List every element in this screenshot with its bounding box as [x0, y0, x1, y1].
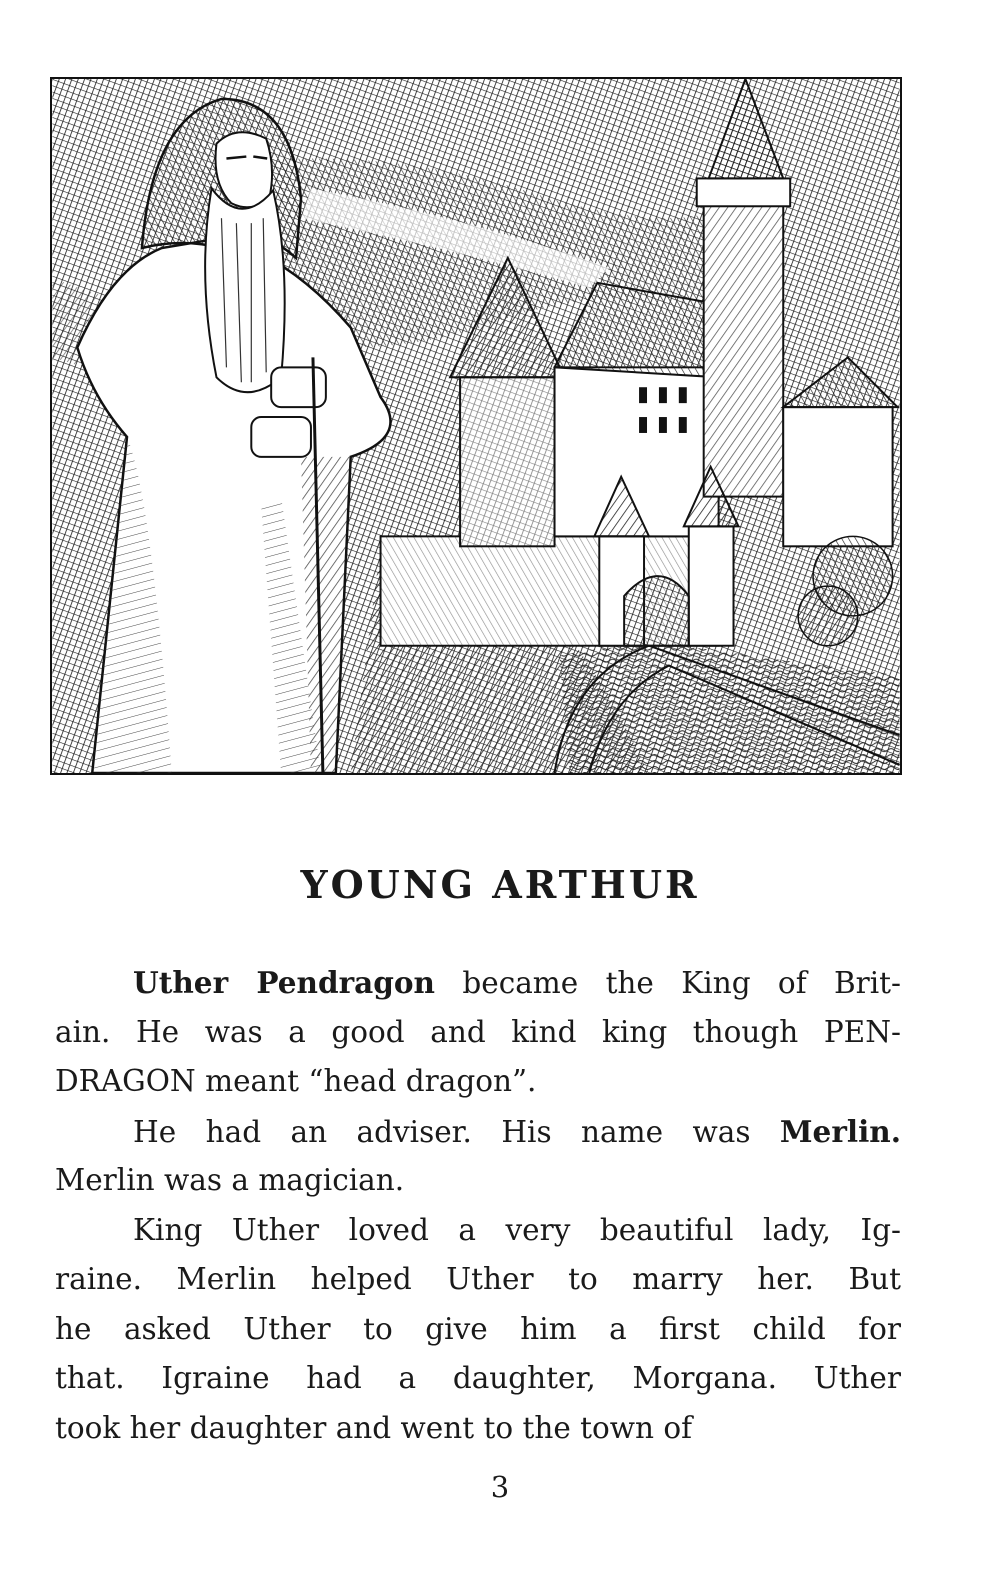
text-line	[55, 1107, 901, 1157]
text-segment: raine. Merlin helped Uther to marry her. But	[55, 1262, 901, 1296]
text-line	[55, 1008, 901, 1058]
text-line	[55, 1206, 901, 1256]
page-number: 3	[490, 1470, 510, 1504]
text-line	[55, 1057, 901, 1107]
text-line	[55, 1305, 901, 1355]
text-segment: Merlin was a magician.	[55, 1163, 405, 1197]
text-line	[55, 1156, 901, 1206]
engraving-drawing	[52, 79, 900, 773]
text-segment: DRAGON meant “head dragon”.	[55, 1064, 537, 1098]
text-segment: He had an adviser. His name was	[133, 1114, 780, 1149]
text-line	[55, 1255, 901, 1305]
text-segment: that. Igraine had a daughter, Morgana. Uther	[55, 1361, 901, 1395]
text-line	[55, 1404, 901, 1454]
chapter-title: YOUNG ARTHUR	[300, 862, 700, 907]
text-segment: became the King of Brit-	[435, 966, 901, 1000]
text-segment: ain. He was a good and kind king though PEN-	[55, 1014, 901, 1049]
bold-name: Merlin.	[779, 1113, 901, 1149]
body-text	[55, 958, 901, 1453]
bold-name: Uther Pendragon	[133, 965, 435, 1000]
text-segment: he asked Uther to give him a first child for	[55, 1311, 901, 1346]
text-segment: King Uther loved a very beautiful lady, Ig-	[133, 1212, 901, 1247]
text-line	[55, 1354, 901, 1404]
text-line	[55, 958, 901, 1008]
text-segment: took her daughter and went to the town of	[55, 1410, 693, 1445]
illustration-merlin-castle	[50, 77, 902, 775]
